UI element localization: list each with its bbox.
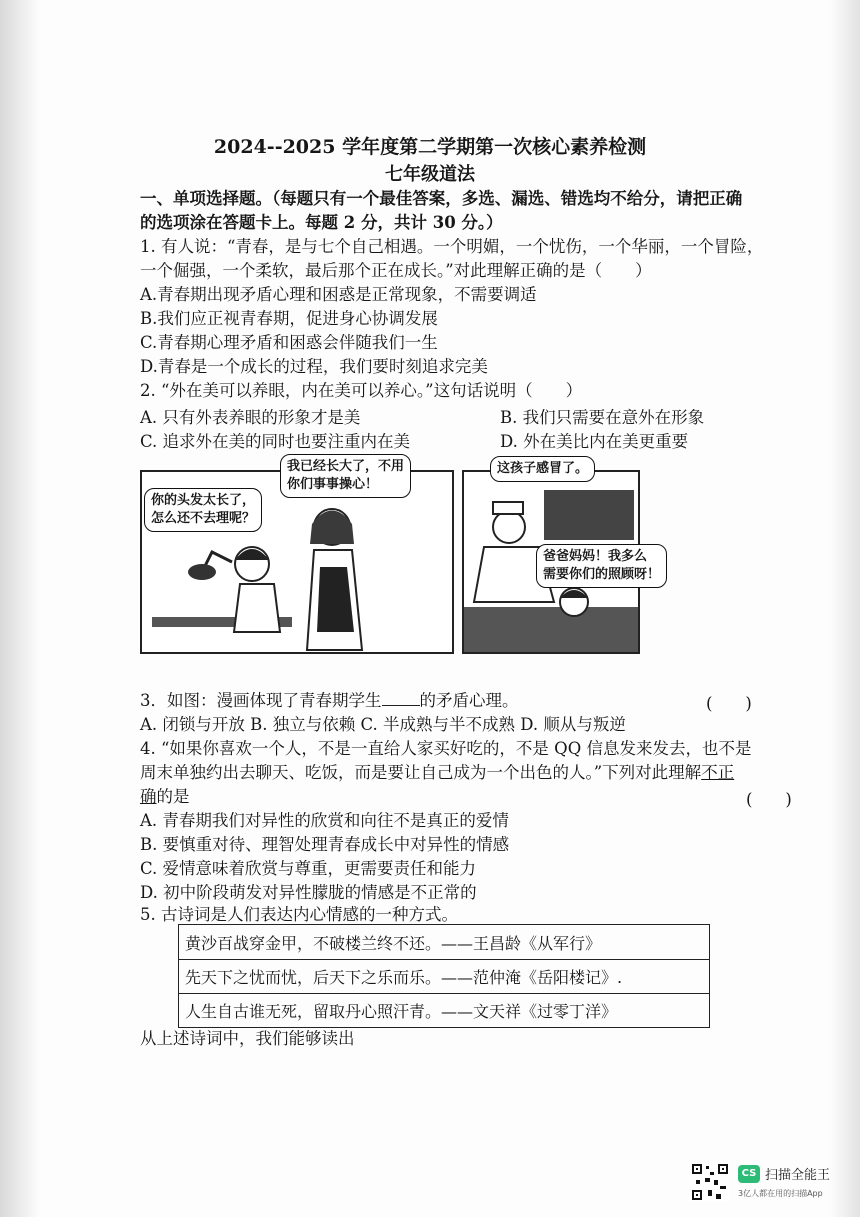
comic-bubble-text: 你的头发太长了， xyxy=(151,493,256,508)
camscanner-tagline: 3亿人都在用的扫描App xyxy=(738,1189,823,1198)
q1-option-a: A.青春期出现矛盾心理和困惑是正常现象，不需要调适 xyxy=(140,285,537,304)
q4-option-b: B. 要慎重对待、理智处理青春成长中对异性的情感 xyxy=(140,835,510,854)
poem-row xyxy=(179,993,709,1027)
comic-bubble-text: 你们事事操心！ xyxy=(287,477,379,492)
qr-code-icon xyxy=(690,1162,730,1202)
q4-stem-line1: 4. “如果你喜欢一个人，不是一直给人家买好吃的，不是 QQ 信息发来发去，也不是 xyxy=(140,739,752,758)
q4-option-c: C. 爱情意味着欣赏与尊重，更需要责任和能力 xyxy=(140,859,477,878)
q3-blank xyxy=(382,705,420,706)
poem-row xyxy=(179,925,709,960)
q2-option-b: B. 我们只需要在意外在形象 xyxy=(500,408,705,427)
comic-left xyxy=(140,459,454,654)
q4-emphasis-correct: 确 xyxy=(140,787,157,806)
q4-stem-text-end: 的是 xyxy=(156,787,190,806)
q4-option-a: A. 青春期我们对异性的欣赏和向往不是真正的爱情 xyxy=(140,811,509,830)
comic-right xyxy=(462,461,661,654)
exam-title: 2024--2025 学年度第二学期第一次核心素养检测 xyxy=(213,136,647,158)
camscanner-app-name: 扫描全能王 xyxy=(765,1168,831,1183)
q3-stem-text-end: 的矛盾心理。 xyxy=(419,691,519,710)
q4-emphasis-not-correct: 不正 xyxy=(701,763,735,782)
camscanner-logo: CS xyxy=(738,1165,760,1183)
q3-answer-paren: ( ) xyxy=(706,694,752,713)
q2-option-c: C. 追求外在美的同时也要注重内在美 xyxy=(140,432,411,451)
q1-option-b: B.我们应正视青春期，促进身心协调发展 xyxy=(140,309,438,328)
q5-poem-table xyxy=(178,924,710,1028)
q3-stem xyxy=(140,690,519,712)
comic-bubble-text: 这孩子感冒了。 xyxy=(497,461,589,476)
comic-bubble-text: 我已经长大了，不用 xyxy=(287,459,405,474)
q4-answer-paren: ( ) xyxy=(746,790,792,809)
poem-row xyxy=(179,959,709,994)
comic-right-bubble-child xyxy=(536,544,667,588)
q5-stem: 5. 古诗词是人们表达内心情感的一种方式。 xyxy=(140,905,458,924)
comic-bubble-text: 怎么还不去理呢？ xyxy=(151,511,256,526)
q2-stem: 2. “外在美可以养眼，内在美可以养心。”这句话说明（ ） xyxy=(140,381,583,400)
section1-heading-line1: 一、单项选择题。（每题只有一个最佳答案，多选、漏选、错选均不给分，请把正确 xyxy=(140,189,743,208)
q1-stem-line1: 1. 有人说：“青春，是与七个自己相遇。一个明媚，一个忧伤，一个华丽，一个冒险， xyxy=(140,237,764,256)
q1-option-c: C.青春期心理矛盾和困惑会伴随我们一生 xyxy=(140,333,438,352)
q2-option-a: A. 只有外表养眼的形象才是美 xyxy=(140,408,361,427)
section1-heading-line2: 的选项涂在答题卡上。每题 2 分，共计 30 分。） xyxy=(140,213,503,232)
poem-text: 黄沙百战穿金甲，不破楼兰终不还。——王昌龄《从军行》 xyxy=(185,934,602,953)
q3-options: A. 闭锁与开放 B. 独立与依赖 C. 半成熟与半不成熟 D. 顺从与叛逆 xyxy=(140,715,626,734)
comic-bubble-text: 爸爸妈妈！我多么 xyxy=(543,549,648,564)
poem-text: 先天下之忧而忧，后天下之乐而乐。——范仲淹《岳阳楼记》. xyxy=(185,968,623,987)
comic-right-bubble-doctor xyxy=(490,456,595,482)
exam-subtitle: 七年级道法 xyxy=(385,164,475,185)
comic-bubble-text: 需要你们的照顾呀！ xyxy=(543,567,661,582)
q5-tail: 从上述诗词中，我们能够读出 xyxy=(140,1029,355,1048)
poem-text: 人生自古谁无死，留取丹心照汗青。——文天祥《过零丁洋》 xyxy=(185,1002,618,1021)
q4-stem-text: 周末单独约出去聊天、吃饭，而是要让自己成为一个出色的人。”下列对此理解 xyxy=(140,763,702,782)
q4-stem-line2 xyxy=(140,762,734,784)
comic-left-bubble-mother xyxy=(280,454,411,498)
q4-option-d: D. 初中阶段萌发对异性朦胧的情感是不正常的 xyxy=(140,883,477,902)
q4-stem-line3 xyxy=(140,786,190,808)
comic-left-bubble-boy xyxy=(144,488,262,532)
q1-stem-line2: 一个倔强，一个柔软，最后那个正在成长。”对此理解正确的是（ ） xyxy=(140,261,652,280)
q1-option-d: D.青春是一个成长的过程，我们要时刻追求完美 xyxy=(140,357,488,376)
q3-stem-text: 3．如图：漫画体现了青春期学生 xyxy=(140,691,382,710)
q2-option-d: D. 外在美比内在美更重要 xyxy=(500,432,689,451)
